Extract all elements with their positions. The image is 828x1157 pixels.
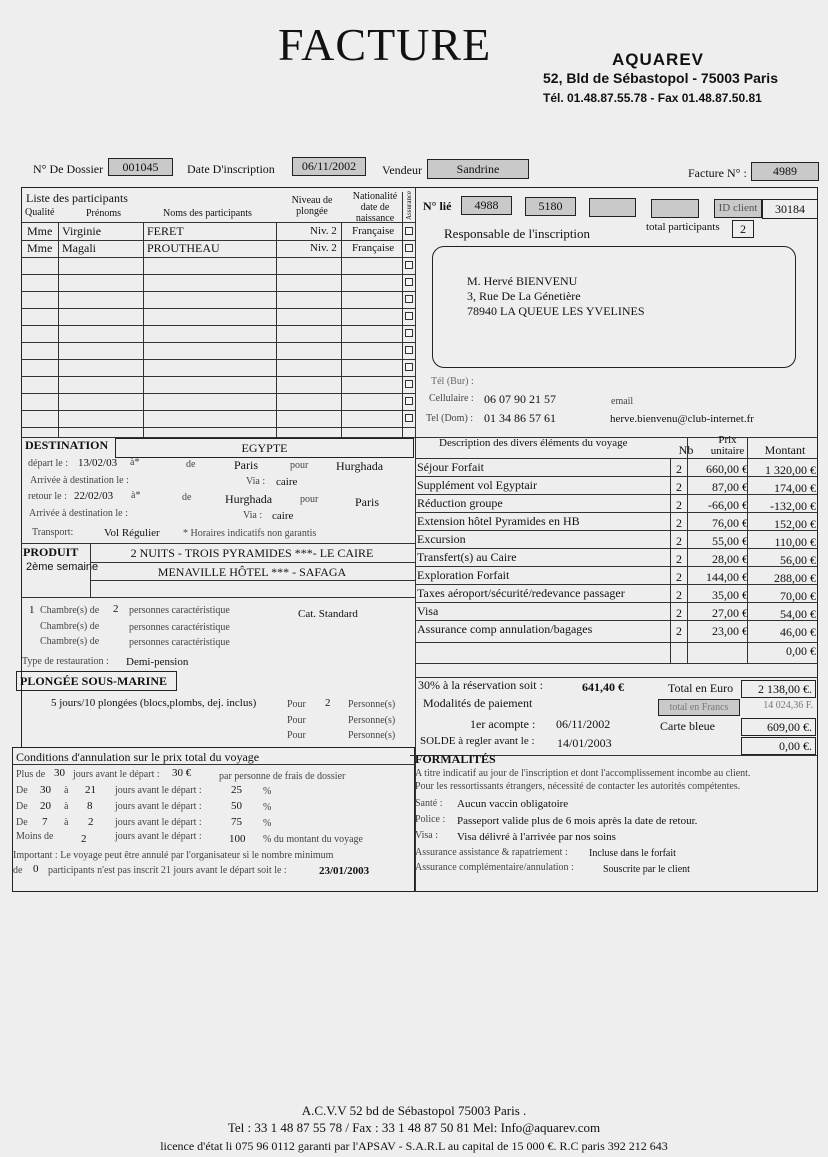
company-address: 52, Bld de Sébastopol - 75003 Paris [543, 70, 778, 86]
plongee-pers-1: Personne(s) [348, 699, 396, 710]
annul-important2-pre: de [13, 865, 23, 876]
annul-r0-b: 30 [54, 767, 65, 779]
responsable-label: Responsable de l'inscription [444, 226, 591, 241]
via1: caire [276, 476, 298, 488]
retour-to: Paris [355, 495, 379, 509]
footer-line1: A.C.V.V 52 bd de Sébastopol 75003 Paris . [301, 1103, 527, 1118]
annul-important2-n: 0 [33, 863, 39, 875]
depart-to: Hurghada [336, 459, 384, 473]
plongee-label: PLONGÉE SOUS-MARINE [16, 671, 177, 691]
item-prix: 660,00 € [706, 462, 748, 476]
solde-amount: 0,00 €. [741, 737, 816, 755]
date-inscription: 06/11/2002 [292, 157, 366, 176]
assurance-checkbox[interactable] [405, 227, 413, 235]
dossier-number: 001045 [108, 158, 173, 176]
police: Passeport valide plus de 6 mois après la date de retour. [457, 815, 698, 827]
annul-r4-a: Moins de [16, 831, 54, 842]
item-nb: 2 [676, 534, 682, 548]
chambre1-label: Chambre(s) de [40, 605, 100, 616]
annul-r2-g: % [263, 802, 272, 813]
visa-label: Visa : [415, 830, 439, 841]
depart-label: départ le : [28, 458, 68, 469]
participant-niveau: Niv. 2 [310, 225, 337, 237]
participant-nationalite: Française [352, 242, 395, 254]
annul-r2-b: 20 [40, 800, 51, 812]
chambre-cat: Cat. Standard [298, 608, 358, 620]
item-desc: Taxes aéroport/sécurité/redevance passager [417, 586, 625, 600]
participant-nom: PROUTHEAU [147, 241, 220, 255]
assurance-checkbox[interactable] [405, 244, 413, 252]
date-inscription-label: Date D'inscription [187, 162, 275, 176]
annul-r3-d: 2 [88, 816, 94, 828]
item-nb: 2 [676, 570, 682, 584]
company-phone: Tél. 01.48.87.55.78 - Fax 01.48.87.50.81 [543, 91, 762, 105]
participant-niveau: Niv. 2 [310, 242, 337, 254]
solde-date: 14/01/2003 [557, 736, 612, 750]
annul-r0-a: Plus de [16, 769, 46, 780]
assurance-checkbox[interactable] [405, 312, 413, 320]
compl-label: Assurance complémentaire/annulation : [415, 862, 574, 873]
police-label: Police : [415, 814, 446, 825]
item-nb: 2 [676, 462, 682, 476]
item-montant: 1 320,00 € [765, 463, 816, 477]
plongee-pour-2: Pour [287, 715, 306, 726]
produit-line2: MENAVILLE HÔTEL *** - SAFAGA [157, 565, 347, 579]
annul-r4-c: jours avant le départ : [115, 831, 202, 842]
item-montant: -132,00 € [770, 499, 816, 513]
no-lie-4 [651, 199, 699, 218]
annul-r2-d: 8 [87, 800, 93, 812]
annul-r2-c: à [64, 801, 69, 812]
annul-important: Important : Le voyage peut être annulé par l'organisateur si le nombre minimum [13, 850, 334, 861]
annul-r1-a: De [16, 785, 28, 796]
vendeur-label: Vendeur [382, 163, 422, 177]
annul-important2: participants n'est pas inscrit 21 jours avant le départ soit le : [48, 865, 287, 876]
assist: Incluse dans le forfait [589, 848, 676, 859]
email-label: email [611, 396, 634, 407]
annul-r1-g: % [263, 786, 272, 797]
arrivee2-label: Arrivée à destination le : [29, 508, 128, 519]
depart-de: de [186, 459, 196, 470]
retour-pour: pour [300, 494, 319, 505]
item-desc: Supplément vol Egyptair [417, 478, 537, 492]
email: herve.bienvenu@club-internet.fr [610, 413, 754, 425]
item-montant: 288,00 € [774, 571, 816, 585]
item-nb: 2 [676, 498, 682, 512]
no-lie-2: 5180 [525, 197, 576, 216]
item-prix: 87,00 € [712, 480, 748, 494]
annul-r3-e: jours avant le départ : [115, 817, 202, 828]
total-euro: 2 138,00 €. [741, 680, 816, 698]
invoice-title: FACTURE [278, 19, 492, 70]
tel-bur-label: Tél (Bur) : [431, 376, 474, 387]
annul-r4-d: 100 [229, 833, 246, 845]
assurance-checkbox[interactable] [405, 397, 413, 405]
item-prix: 27,00 € [712, 606, 748, 620]
item-montant: 152,00 € [774, 517, 816, 531]
total-francs: 14 024,36 F. [763, 700, 813, 711]
plongee-pour-1: Pour [287, 699, 306, 710]
depart-pour: pour [290, 460, 309, 471]
produit-label: PRODUIT [23, 545, 79, 559]
item-desc: Excursion [417, 532, 466, 546]
item-nb: 2 [676, 480, 682, 494]
participant-nationalite: Française [352, 225, 395, 237]
solde-label: SOLDE à regler avant le : [420, 735, 535, 747]
participant-nom: FERET [147, 224, 184, 238]
annul-r1-f: 25 [231, 784, 242, 796]
total-francs-label: total en Francs [658, 699, 740, 716]
annul-r0-c: jours avant le départ : [73, 769, 160, 780]
participant-prenom: Magali [62, 241, 96, 255]
footer-line2: Tel : 33 1 48 87 55 78 / Fax : 33 1 48 87 50 81 Mel: Info@aquarev.com [227, 1120, 601, 1135]
annulation-title: Conditions d'annulation sur le prix total du voyage [16, 750, 260, 764]
reservation-amount: 641,40 € [582, 680, 624, 694]
assurance-checkbox[interactable] [405, 329, 413, 337]
annul-r3-a: De [16, 817, 28, 828]
annul-r3-g: % [263, 818, 272, 829]
produit-line1: 2 NUITS - TROIS PYRAMIDES ***- LE CAIRE [130, 546, 374, 560]
no-lie-label: N° lié [423, 199, 452, 213]
produit-sub: 2ème semaine [26, 561, 99, 573]
item-prix: 144,00 € [706, 570, 748, 584]
item-montant: 46,00 € [780, 625, 816, 639]
chambre3-label: Chambre(s) de [40, 636, 100, 647]
acompte-label: 1er acompte : [470, 717, 536, 731]
retour-de: de [182, 492, 192, 503]
plongee-n: 2 [325, 697, 331, 709]
tel-dom: 01 34 86 57 61 [484, 411, 556, 425]
compl: Souscrite par le client [603, 864, 690, 875]
chambre1-n: 1 [29, 604, 35, 616]
plongee-pers-3: Personne(s) [348, 730, 396, 741]
annul-r1-d: 21 [85, 784, 96, 796]
restauration: Demi-pension [126, 656, 189, 668]
item-desc: Extension hôtel Pyramides en HB [417, 514, 580, 528]
transport: Vol Régulier [104, 527, 160, 539]
col-assurance: Assurance [405, 190, 413, 220]
facture-number: 4989 [751, 162, 819, 181]
retour-label: retour le : [28, 491, 67, 502]
footer-line3: licence d'état li 075 96 0112 garanti par l'APSAV - S.A.R.L au capital de 15 000 €. R.C paris 392 212 643 [160, 1139, 668, 1153]
plongee-pers-2: Personne(s) [348, 715, 396, 726]
items-col-nb: Nb [678, 443, 694, 457]
via1-label: Via : [246, 476, 266, 487]
assurance-checkbox[interactable] [405, 295, 413, 303]
participant-prenom: Virginie [62, 224, 102, 238]
no-lie-3 [589, 198, 636, 217]
restauration-label: Type de restauration : [22, 656, 109, 667]
annul-r2-a: De [16, 801, 28, 812]
address-line: 3, Rue De La Génetière [467, 289, 581, 303]
annul-r4-b: 2 [81, 833, 87, 845]
participant-qualite: Mme [27, 241, 53, 255]
visa: Visa délivré à l'arrivée par nos soins [457, 831, 616, 843]
assurance-checkbox[interactable] [405, 278, 413, 286]
assist-label: Assurance assistance & rapatriement : [415, 847, 568, 858]
facture-label: Facture N° : [688, 166, 747, 180]
item-montant: 0,00 € [786, 644, 816, 658]
item-prix: 35,00 € [712, 588, 748, 602]
item-desc: Exploration Forfait [417, 568, 510, 582]
id-client-label: ID client [714, 199, 762, 218]
col-nationalite: Nationalité date de naissance [352, 191, 398, 224]
annul-r3-b: 7 [42, 816, 48, 828]
annul-r1-e: jours avant le départ : [115, 785, 202, 796]
annul-r0-e: par personne de frais de dossier [219, 771, 346, 782]
annul-r3-f: 75 [231, 816, 242, 828]
item-montant: 54,00 € [780, 607, 816, 621]
depart-from: Paris [234, 458, 258, 472]
destination-value: EGYPTE [115, 438, 414, 458]
item-prix: 55,00 € [712, 534, 748, 548]
formalites-title: FORMALITÉS [415, 752, 496, 766]
plongee-desc: 5 jours/10 plongées (blocs,plombs, dej. inclus) [51, 697, 257, 709]
assurance-checkbox[interactable] [405, 414, 413, 422]
plongee-pour-3: Pour [287, 730, 306, 741]
total-euro-label: Total en Euro [668, 681, 734, 695]
item-prix: 23,00 € [712, 624, 748, 638]
address-line: M. Hervé BIENVENU [467, 274, 578, 288]
assurance-checkbox[interactable] [405, 363, 413, 371]
item-desc: Visa [417, 604, 439, 618]
total-participants: 2 [732, 220, 754, 238]
participants-title: Liste des participants [26, 191, 128, 205]
item-montant: 110,00 € [774, 535, 816, 549]
item-nb: 2 [676, 588, 682, 602]
total-participants-label: total participants [646, 221, 720, 233]
depart-date: 13/02/03 [78, 457, 118, 469]
col-noms: Noms des participants [163, 208, 252, 219]
assurance-checkbox[interactable] [405, 380, 413, 388]
col-qualite: Qualité [25, 207, 55, 218]
chambre3-pers: personnes caractéristique [129, 637, 230, 648]
carte-bleue: Carte bleue [660, 719, 715, 733]
item-montant: 70,00 € [780, 589, 816, 603]
item-desc: Réduction groupe [417, 496, 503, 510]
chambre2-label: Chambre(s) de [40, 621, 100, 632]
chambre1-p: 2 [113, 603, 119, 615]
no-lie-1: 4988 [461, 196, 512, 215]
transport-label: Transport: [32, 527, 74, 538]
modalites-label: Modalités de paiement [423, 696, 533, 710]
arrivee1-label: Arrivée à destination le : [30, 475, 129, 486]
col-prenoms: Prénoms [86, 208, 121, 219]
item-nb: 2 [676, 516, 682, 530]
acompte-amount: 609,00 €. [741, 718, 816, 736]
assurance-checkbox[interactable] [405, 346, 413, 354]
depart-a: à* [130, 457, 140, 468]
retour-a: à* [131, 490, 141, 501]
address-line: 78940 LA QUEUE LES YVELINES [467, 304, 645, 318]
via2: caire [272, 510, 294, 522]
reservation-label: 30% à la réservation soit : [418, 678, 543, 692]
item-desc: Transfert(s) au Caire [417, 550, 517, 564]
via2-label: Via : [243, 510, 263, 521]
formalites-intro2: Pour les ressortissants étrangers, nécessité de contacter les autorités compétentes. [415, 781, 741, 792]
item-nb: 2 [676, 552, 682, 566]
participant-qualite: Mme [27, 224, 53, 238]
item-prix: -66,00 € [708, 498, 748, 512]
item-prix: 28,00 € [712, 552, 748, 566]
item-nb: 2 [676, 606, 682, 620]
annul-date: 23/01/2003 [319, 865, 370, 877]
items-col-montant: Montant [764, 443, 806, 457]
horaires-note: * Horaires indicatifs non garantis [183, 528, 317, 539]
annul-r2-e: jours avant le départ : [115, 801, 202, 812]
retour-date: 22/02/03 [74, 490, 114, 502]
item-nb: 2 [676, 624, 682, 638]
item-prix: 76,00 € [712, 516, 748, 530]
annul-r0-d: 30 € [172, 767, 192, 779]
destination-label: DESTINATION [25, 438, 109, 452]
annul-r1-b: 30 [40, 784, 51, 796]
chambre1-pers: personnes caractéristique [129, 605, 230, 616]
annul-r4-e: % du montant du voyage [263, 834, 363, 845]
col-niveau: Niveau de plongée [291, 195, 333, 217]
items-col-prix: Prix unitaire [710, 434, 745, 457]
retour-from: Hurghada [225, 492, 273, 506]
formalites-intro1: A titre indicatif au jour de l'inscription et dont l'accomplissement incombe au client. [415, 768, 751, 779]
annul-r2-f: 50 [231, 800, 242, 812]
sante-label: Santé : [415, 798, 443, 809]
items-col-desc: Description des divers éléments du voyage [439, 437, 628, 449]
company-name: AQUAREV [612, 50, 705, 69]
dossier-label: N° De Dossier [33, 162, 104, 176]
acompte-date: 06/11/2002 [556, 717, 611, 731]
item-montant: 174,00 € [774, 481, 816, 495]
cellulaire-label: Cellulaire : [429, 393, 474, 404]
sante: Aucun vaccin obligatoire [457, 798, 569, 810]
item-desc: Assurance comp annulation/bagages [417, 622, 593, 636]
chambre2-pers: personnes caractéristique [129, 622, 230, 633]
annul-r3-c: à [64, 817, 69, 828]
item-desc: Séjour Forfait [417, 460, 484, 474]
annul-r1-c: à [64, 785, 69, 796]
id-client: 30184 [762, 199, 818, 219]
tel-dom-label: Tel (Dom) : [426, 413, 474, 424]
assurance-checkbox[interactable] [405, 261, 413, 269]
cellulaire: 06 07 90 21 57 [484, 392, 556, 406]
item-montant: 56,00 € [780, 553, 816, 567]
vendeur-name: Sandrine [427, 159, 529, 179]
